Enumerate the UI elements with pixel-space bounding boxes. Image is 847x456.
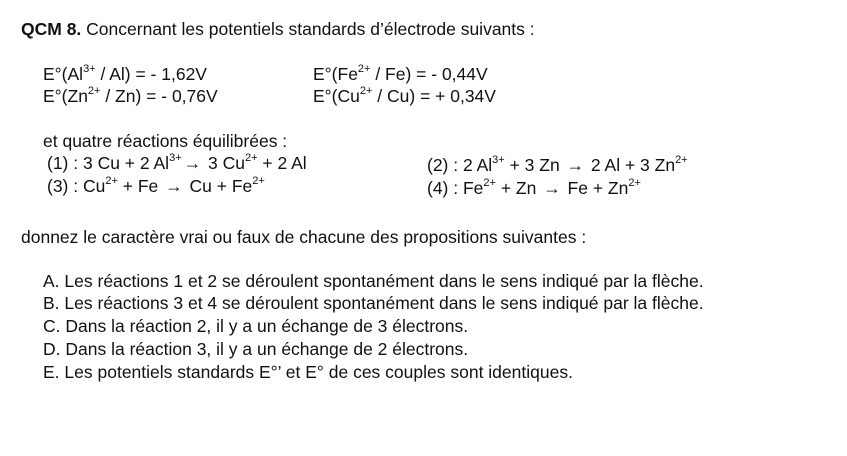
reaction-1: (1) : 3 Cu + 2 $Al^{3+} \to 3$ $Cu^{2+} + 2$ Al (47, 152, 307, 173)
instruction: donnez le caractère vrai ou faux de chacune des propositions suivantes : (21, 227, 587, 247)
reaction-4: (4) : $Fe^{2+} + Zn \to Fe + Zn^{2+}$ (427, 177, 641, 198)
proposition-b: B. Les réactions 3 et 4 se déroulent spontanément dans le sens indiqué par la flèche. (43, 293, 704, 313)
reaction-3: (3) : $Cu^{2+} + Fe \to Cu + Fe^{2+}$ (47, 175, 265, 196)
arrow-icon: → (543, 178, 561, 198)
potential-fe: $E^\circ(Fe^{2+} / Fe)$ = - 0,44V (313, 63, 488, 84)
arrow-icon: → (183, 153, 202, 173)
reaction-2: (2) : 2 $Al^{3+} + 3$ Zn → 2 Al + 3 $Zn^{2+}$ (427, 154, 688, 175)
proposition-a: A. Les réactions 1 et 2 se déroulent spontanément dans le sens indiqué par la flèche. (43, 271, 704, 291)
question-number: QCM 8. (21, 19, 82, 39)
proposition-c: C. Dans la réaction 2, il y a un échange de 3 électrons. (43, 316, 469, 336)
arrow-icon: → (165, 176, 183, 196)
proposition-d: D. Dans la réaction 3, il y a un échange de 2 électrons. (43, 339, 469, 359)
proposition-e: E. Les potentiels standards E°’ et E° de ces couples sont identiques. (43, 362, 573, 382)
arrow-icon: → (566, 155, 585, 175)
potential-zn: $E^\circ(Zn^{2+} / Zn)$ = - 0,76V (43, 85, 218, 106)
potential-al: $E^\circ(Al^{3+} / Al)$ = - 1,62V (43, 63, 207, 84)
reactions-intro: et quatre réactions équilibrées : (43, 131, 288, 151)
question-header (21, 19, 535, 39)
question-intro: Concernant les potentiels standards d’électrode suivants : (86, 19, 535, 39)
potential-cu: $E^\circ(Cu^{2+} / Cu)$ = + 0,34V (313, 85, 496, 106)
